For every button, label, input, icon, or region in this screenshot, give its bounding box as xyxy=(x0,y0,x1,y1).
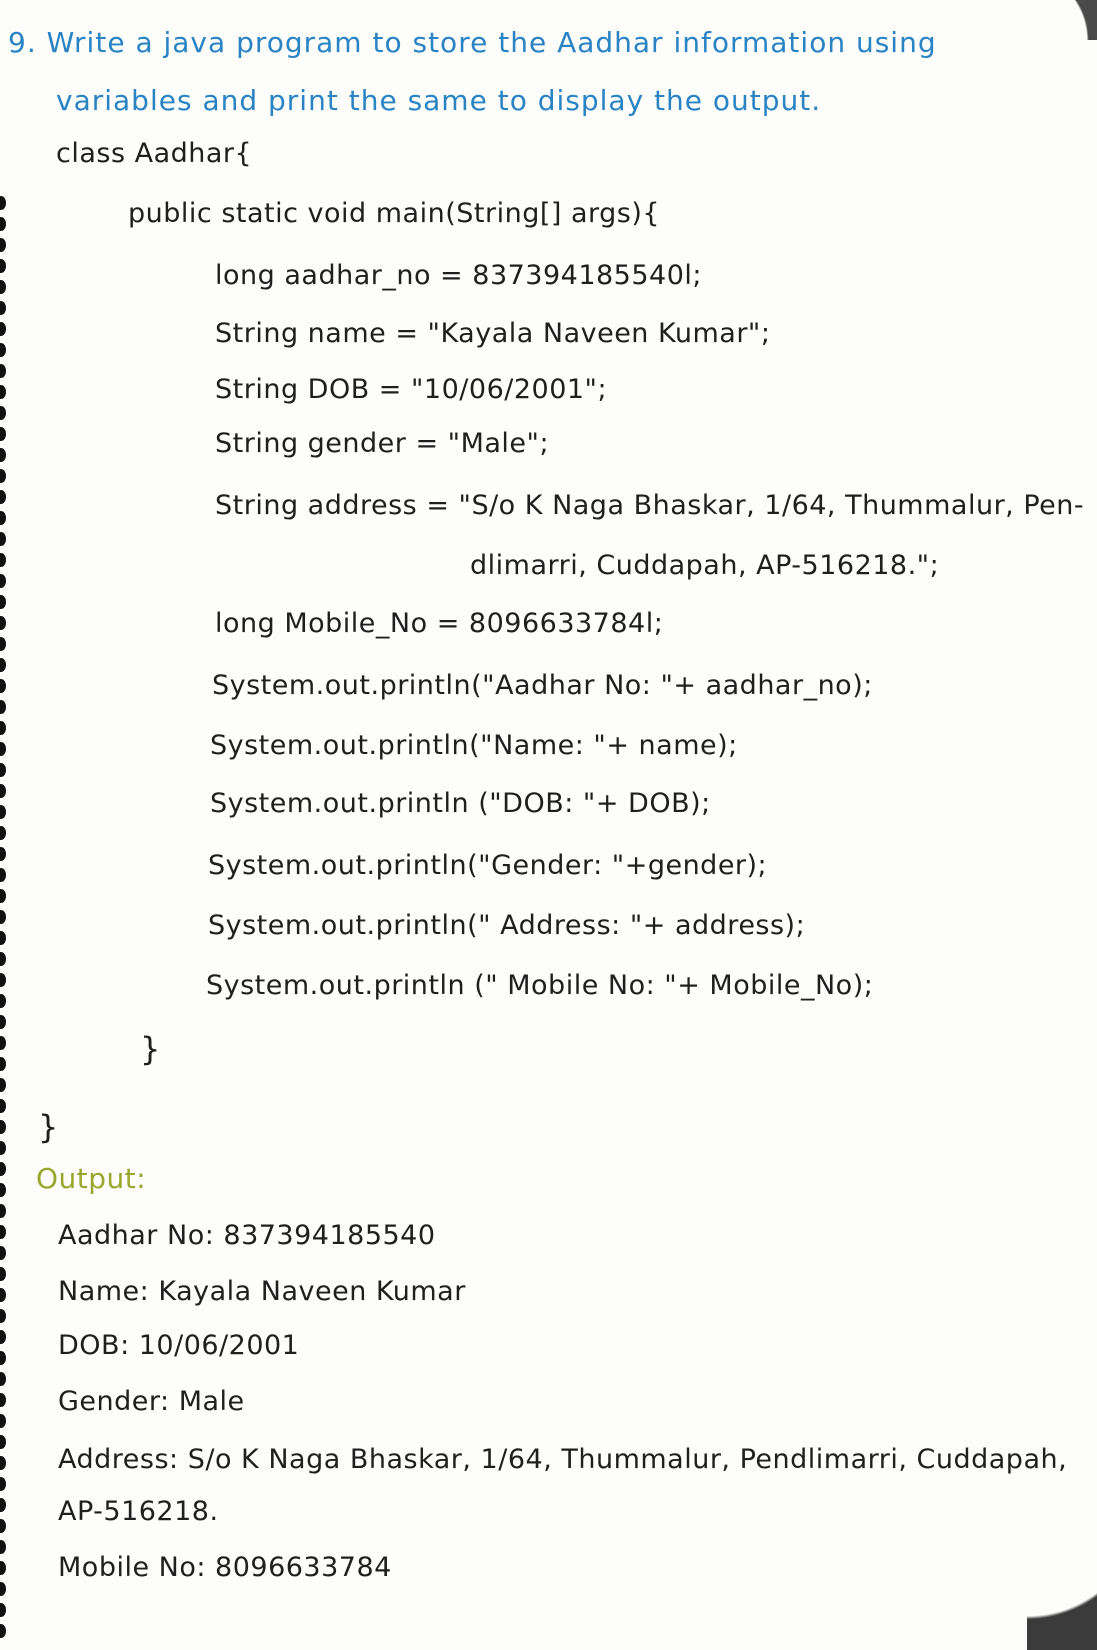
binding-hole xyxy=(0,1582,6,1596)
binding-hole xyxy=(0,1288,6,1302)
binding-hole xyxy=(0,1120,6,1134)
output-line: Mobile No: 8096633784 xyxy=(58,1552,392,1583)
binding-hole xyxy=(0,931,6,945)
output-line: Gender: Male xyxy=(58,1386,245,1417)
binding-hole xyxy=(0,1477,6,1491)
binding-hole xyxy=(0,511,6,525)
binding-hole xyxy=(0,1351,6,1365)
binding-hole xyxy=(0,973,6,987)
binding-hole xyxy=(0,1435,6,1449)
binding-hole xyxy=(0,532,6,546)
binding-hole xyxy=(0,1036,6,1050)
binding-hole xyxy=(0,868,6,882)
binding-hole xyxy=(0,616,6,630)
binding-hole xyxy=(0,1393,6,1407)
code-line: dlimarri, Cuddapah, AP-516218."; xyxy=(470,550,940,581)
binding-hole xyxy=(0,595,6,609)
binding-hole xyxy=(0,448,6,462)
binding-hole xyxy=(0,1624,6,1638)
code-line: String gender = "Male"; xyxy=(215,428,550,459)
binding-hole xyxy=(0,217,6,231)
binding-hole xyxy=(0,1498,6,1512)
question-line-1: 9. Write a java program to store the Aadhar information using xyxy=(8,26,937,59)
output-line: Aadhar No: 837394185540 xyxy=(58,1220,436,1251)
output-line: DOB: 10/06/2001 xyxy=(58,1330,300,1361)
code-line: System.out.println (" Mobile No: "+ Mobile_No); xyxy=(206,970,874,1001)
code-line: System.out.println("Gender: "+gender); xyxy=(208,850,768,881)
page-corner-shadow xyxy=(1027,1500,1097,1650)
binding-hole xyxy=(0,1141,6,1155)
binding-hole xyxy=(0,1225,6,1239)
binding-hole xyxy=(0,1099,6,1113)
binding-hole xyxy=(0,553,6,567)
binding-hole xyxy=(0,637,6,651)
binding-hole xyxy=(0,1183,6,1197)
output-line: Name: Kayala Naveen Kumar xyxy=(58,1276,466,1307)
binding-hole xyxy=(0,196,6,210)
binding-hole xyxy=(0,1204,6,1218)
binding-hole xyxy=(0,994,6,1008)
binding-hole xyxy=(0,469,6,483)
binding-hole xyxy=(0,679,6,693)
binding-hole xyxy=(0,1519,6,1533)
binding-hole xyxy=(0,1603,6,1617)
code-line: System.out.println ("DOB: "+ DOB); xyxy=(210,788,711,819)
binding-hole xyxy=(0,1309,6,1323)
output-line: Address: S/o K Naga Bhaskar, 1/64, Thummalur, Pendlimarri, Cuddapah, xyxy=(58,1444,1068,1475)
binding-hole xyxy=(0,427,6,441)
binding-hole xyxy=(0,952,6,966)
binding-hole xyxy=(0,763,6,777)
code-line: String address = "S/o K Naga Bhaskar, 1/64, Thummalur, Pen- xyxy=(215,490,1085,521)
binding-hole xyxy=(0,910,6,924)
binding-hole xyxy=(0,1246,6,1260)
code-close-class: } xyxy=(38,1108,59,1146)
binding-hole xyxy=(0,406,6,420)
binding-hole xyxy=(0,658,6,672)
code-class-declaration: class Aadhar{ xyxy=(56,138,253,169)
binding-hole xyxy=(0,1267,6,1281)
binding-hole xyxy=(0,1057,6,1071)
binding-hole xyxy=(0,784,6,798)
binding-hole xyxy=(0,1015,6,1029)
code-line: long Mobile_No = 8096633784l; xyxy=(215,608,664,639)
binding-hole xyxy=(0,700,6,714)
output-heading: Output: xyxy=(36,1162,147,1195)
binding-hole xyxy=(0,322,6,336)
binding-hole xyxy=(0,280,6,294)
binding-hole xyxy=(0,1330,6,1344)
binding-hole xyxy=(0,364,6,378)
code-main-declaration: public static void main(String[] args){ xyxy=(128,198,661,229)
code-line: System.out.println(" Address: "+ address); xyxy=(208,910,806,941)
code-line: long aadhar_no = 837394185540l; xyxy=(215,260,702,291)
binding-hole xyxy=(0,889,6,903)
page-corner-shadow xyxy=(1017,0,1097,40)
binding-hole xyxy=(0,301,6,315)
question-line-2: variables and print the same to display the output. xyxy=(56,84,822,117)
binding-hole xyxy=(0,574,6,588)
binding-hole xyxy=(0,238,6,252)
code-line: System.out.println("Aadhar No: "+ aadhar_no); xyxy=(212,670,873,701)
binding-hole xyxy=(0,1561,6,1575)
binding-hole xyxy=(0,1162,6,1176)
code-line: System.out.println("Name: "+ name); xyxy=(210,730,738,761)
binding-hole xyxy=(0,259,6,273)
binding-hole xyxy=(0,805,6,819)
binding-hole xyxy=(0,1540,6,1554)
output-line: AP-516218. xyxy=(58,1496,219,1527)
binding-hole xyxy=(0,1456,6,1470)
binding-hole xyxy=(0,1372,6,1386)
binding-hole xyxy=(0,490,6,504)
binding-hole xyxy=(0,742,6,756)
code-line: String DOB = "10/06/2001"; xyxy=(215,374,608,405)
binding-hole xyxy=(0,721,6,735)
code-close-main: } xyxy=(140,1030,161,1068)
binding-hole xyxy=(0,385,6,399)
binding-hole xyxy=(0,847,6,861)
binding-hole xyxy=(0,1414,6,1428)
code-line: String name = "Kayala Naveen Kumar"; xyxy=(215,318,771,349)
spiral-binding xyxy=(0,0,8,1650)
binding-hole xyxy=(0,826,6,840)
binding-hole xyxy=(0,1078,6,1092)
binding-hole xyxy=(0,343,6,357)
